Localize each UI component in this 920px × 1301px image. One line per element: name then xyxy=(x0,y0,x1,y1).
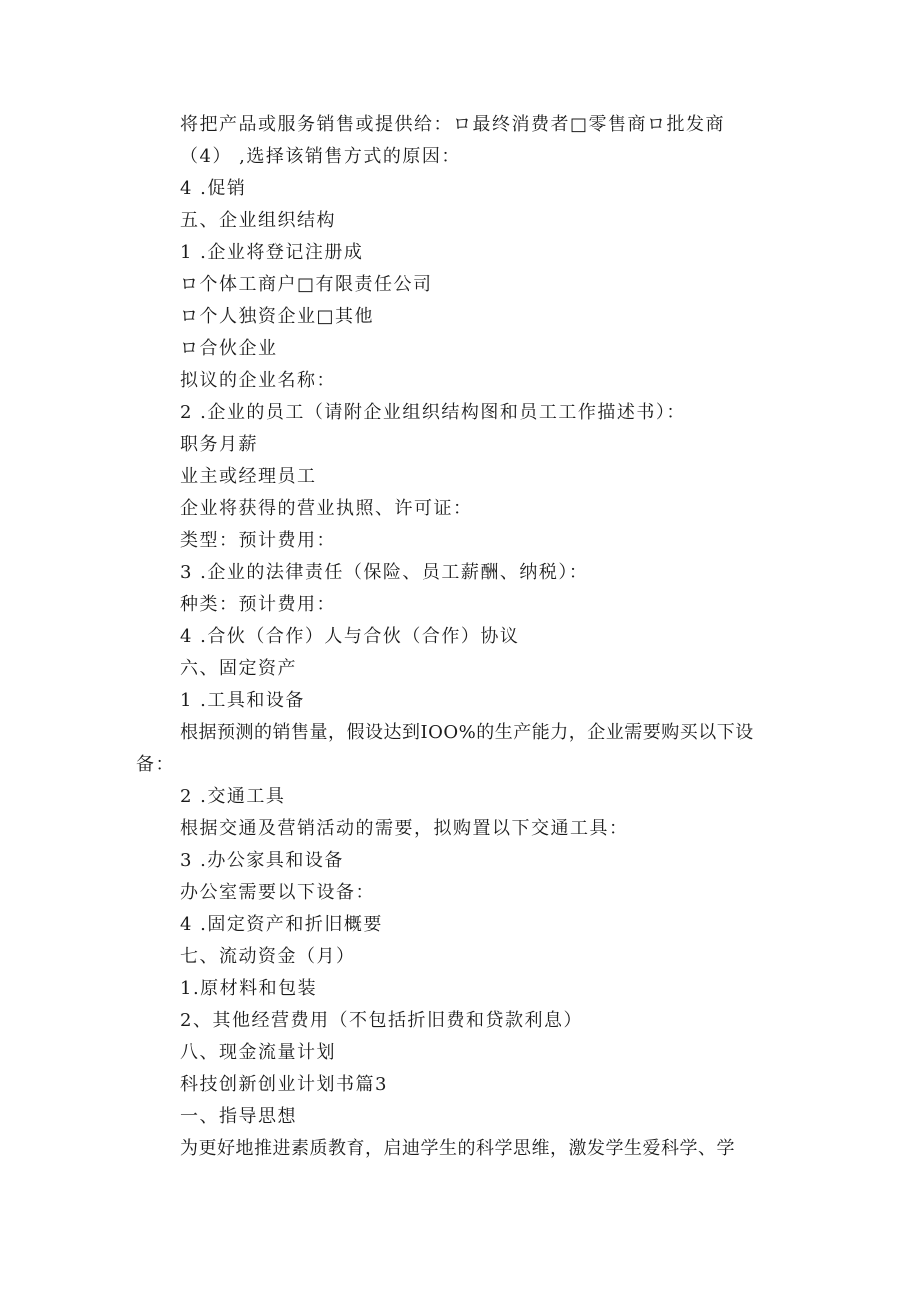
text-line-company-name: 拟议的企业名称： xyxy=(180,370,336,391)
text-line-option-individual: ロ个体工商户□有限责任公司 xyxy=(180,274,433,295)
text-line-materials: 1.原材料和包装 xyxy=(180,978,318,999)
text-line-sales-channel: 将把产品或服务销售或提供给：ロ最终消费者□零售商ロ批发商 xyxy=(180,114,726,135)
text-line-sales-reason: （4） ,选择该销售方式的原因： xyxy=(180,146,461,167)
text-line-depreciation: 4 .固定资产和折旧概要 xyxy=(180,914,383,935)
text-line-liability-type: 种类：预计费用： xyxy=(180,594,336,615)
text-line-equipment-desc: 根据预测的销售量，假设达到IOO%的生产能力，企业需要购买以下设 xyxy=(180,722,754,743)
text-line-option-sole: ロ个人独资企业□其他 xyxy=(180,306,375,327)
text-line-office-desc: 办公室需要以下设备： xyxy=(180,882,375,903)
text-line-owner-staff: 业主或经理员工 xyxy=(180,466,317,487)
text-line-registration: 1 .企业将登记注册成 xyxy=(180,242,364,263)
text-line-tools-equipment: 1 .工具和设备 xyxy=(180,690,305,711)
section-heading-fixed-assets: 六、固定资产 xyxy=(180,658,297,679)
section-heading-working-capital: 七、流动资金（月） xyxy=(180,946,356,967)
text-line-operating-costs: 2、其他经营费用（不包括折旧费和贷款利息） xyxy=(180,1010,583,1031)
text-line-guiding-desc: 为更好地推进素质教育，启迪学生的科学思维，激发学生爱科学、学 xyxy=(180,1138,735,1159)
section-heading-org-structure: 五、企业组织结构 xyxy=(180,210,336,231)
text-line-vehicles-desc: 根据交通及营销活动的需要，拟购置以下交通工具： xyxy=(180,818,629,839)
text-line-promotion: 4 .促销 xyxy=(180,178,247,199)
text-line-legal-liability: 3 .企业的法律责任（保险、员工薪酬、纳税）： xyxy=(180,562,589,583)
section-heading-guiding: 一、指导思想 xyxy=(180,1106,297,1127)
text-line-option-partnership: ロ合伙企业 xyxy=(180,338,278,359)
text-line-office-furniture: 3 .办公家具和设备 xyxy=(180,850,344,871)
text-line-position-salary: 职务月薪 xyxy=(180,434,258,455)
text-line-licenses: 企业将获得的营业执照、许可证： xyxy=(180,498,473,519)
text-line-license-type: 类型：预计费用： xyxy=(180,530,336,551)
text-line-partner-agreement: 4 .合伙（合作）人与合伙（合作）协议 xyxy=(180,626,520,647)
text-line-employees: 2 .企业的员工（请附企业组织结构图和员工工作描述书）： xyxy=(180,402,686,423)
text-line-vehicles: 2 .交通工具 xyxy=(180,786,286,807)
section-heading-cash-flow: 八、现金流量计划 xyxy=(180,1042,336,1063)
text-line-equipment-desc-cont: 备： xyxy=(136,754,175,775)
document-title-part3: 科技创新创业计划书篇3 xyxy=(180,1074,388,1095)
